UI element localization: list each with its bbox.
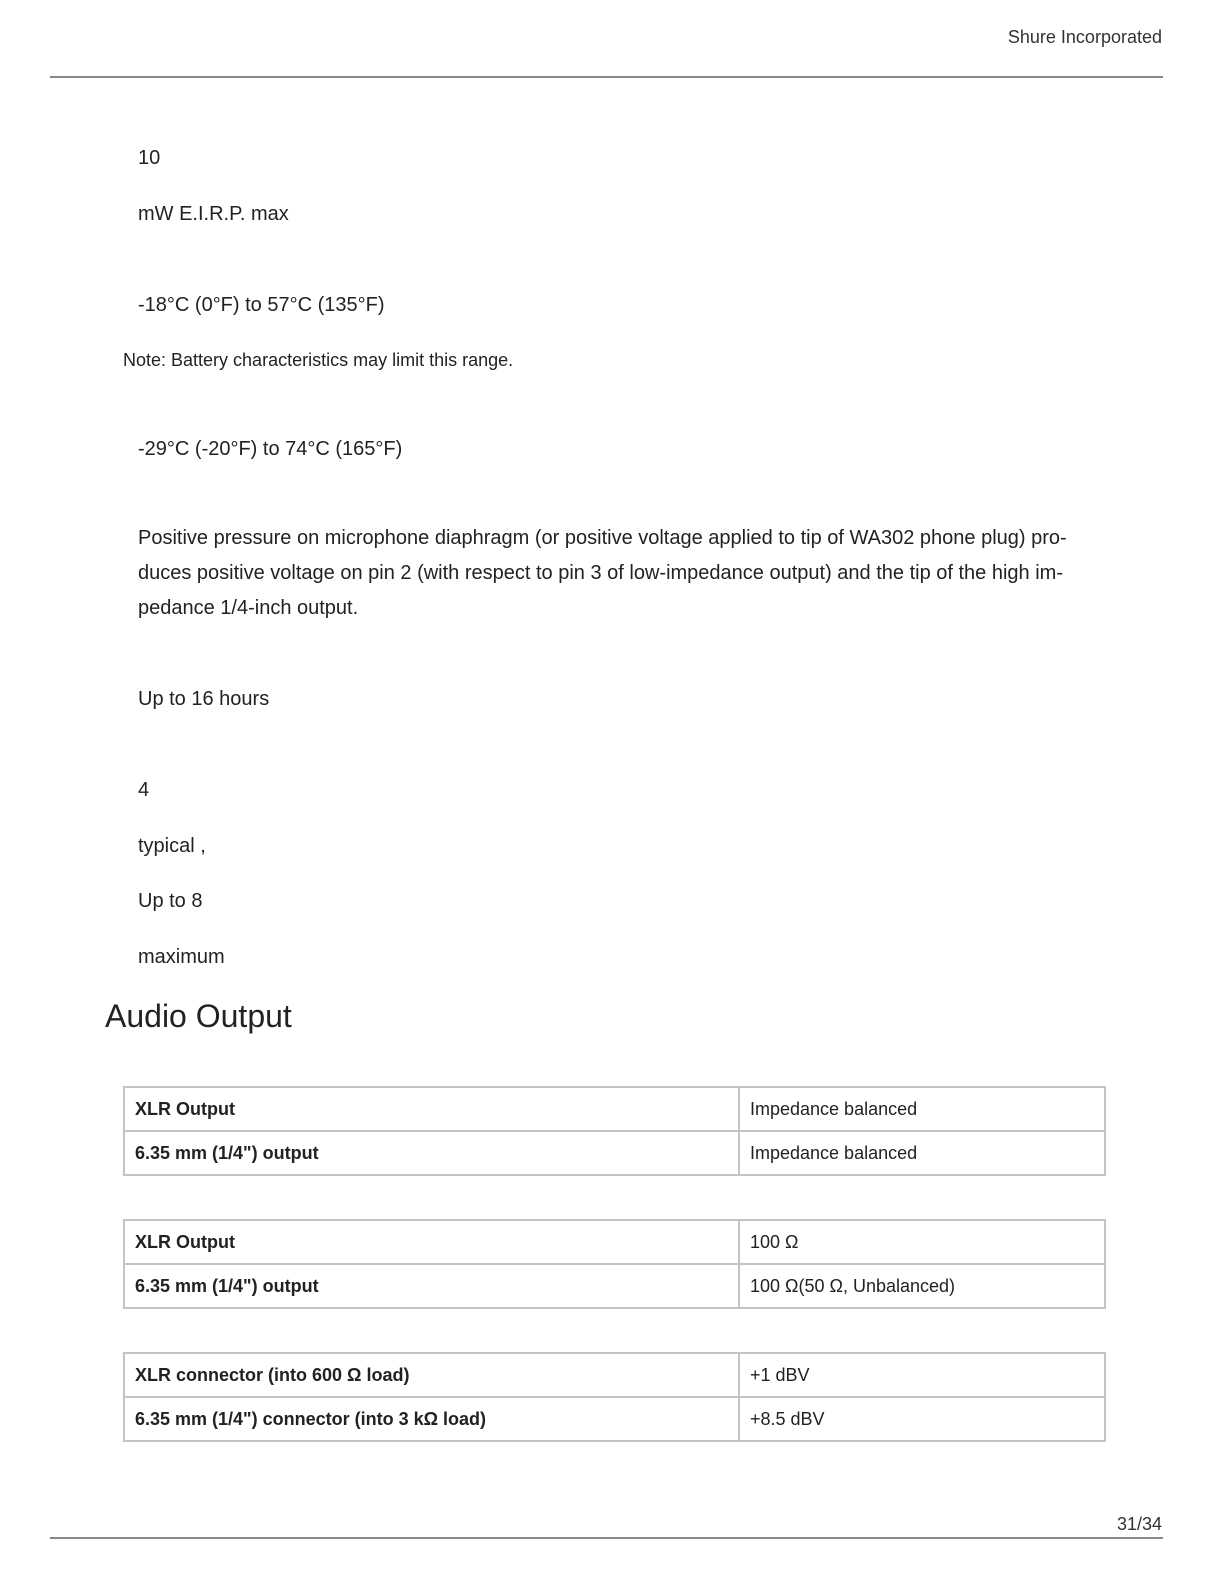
operating-temperature-note: Note: Battery characteristics may limit this range. (123, 350, 514, 370)
channels-max-value: Up to 8 (138, 890, 203, 912)
polarity-description: Positive pressure on microphone diaphragm (or positive voltage applied to tip of WA302 phone plug) pro-duces positive voltage on pin 2 (with respect to pin 3 of low-impedance output) and the tip of the high im-pedance 1/4-inch output. (138, 527, 1067, 619)
header-divider (50, 76, 1163, 78)
operating-temperature: -18°C (0°F) to 57°C (135°F) (138, 294, 385, 316)
footer-divider (50, 1537, 1163, 1539)
table-cell-label: XLR Output (124, 1220, 739, 1264)
table-cell-value: 100 Ω(50 Ω, Unbalanced) (739, 1264, 1105, 1308)
table-cell-value: 100 Ω (739, 1220, 1105, 1264)
table-cell-value: Impedance balanced (739, 1087, 1105, 1131)
storage-temperature: -29°C (-20°F) to 74°C (165°F) (138, 438, 403, 460)
output-configuration-table (123, 1086, 1106, 1176)
page-number: 31/34 (1116, 1514, 1162, 1534)
table-cell-value: +8.5 dBV (739, 1397, 1105, 1441)
table-row (124, 1353, 1105, 1397)
table-cell-value: +1 dBV (739, 1353, 1105, 1397)
table-cell-label: 6.35 mm (1/4") output (124, 1131, 739, 1175)
table-row (124, 1131, 1105, 1175)
table-cell-label: 6.35 mm (1/4") output (124, 1264, 739, 1308)
rf-power-unit: mW E.I.R.P. max (138, 203, 289, 225)
header-company: Shure Incorporated (1007, 27, 1162, 47)
table-cell-value: Impedance balanced (739, 1131, 1105, 1175)
channels-max-label: maximum (138, 946, 225, 968)
table-row (124, 1264, 1105, 1308)
table-row (124, 1397, 1105, 1441)
table-row (124, 1087, 1105, 1131)
table-cell-label: XLR Output (124, 1087, 739, 1131)
channels-typical-label: typical , (138, 835, 206, 857)
table-row (124, 1220, 1105, 1264)
rf-power-value: 10 (138, 147, 161, 169)
channels-typical-value: 4 (138, 779, 150, 801)
section-heading-audio-output: Audio Output (105, 998, 292, 1034)
battery-life: Up to 16 hours (138, 688, 270, 710)
output-level-table (123, 1352, 1106, 1442)
table-cell-label: 6.35 mm (1/4") connector (into 3 kΩ load) (124, 1397, 739, 1441)
output-impedance-table (123, 1219, 1106, 1309)
table-cell-label: XLR connector (into 600 Ω load) (124, 1353, 739, 1397)
